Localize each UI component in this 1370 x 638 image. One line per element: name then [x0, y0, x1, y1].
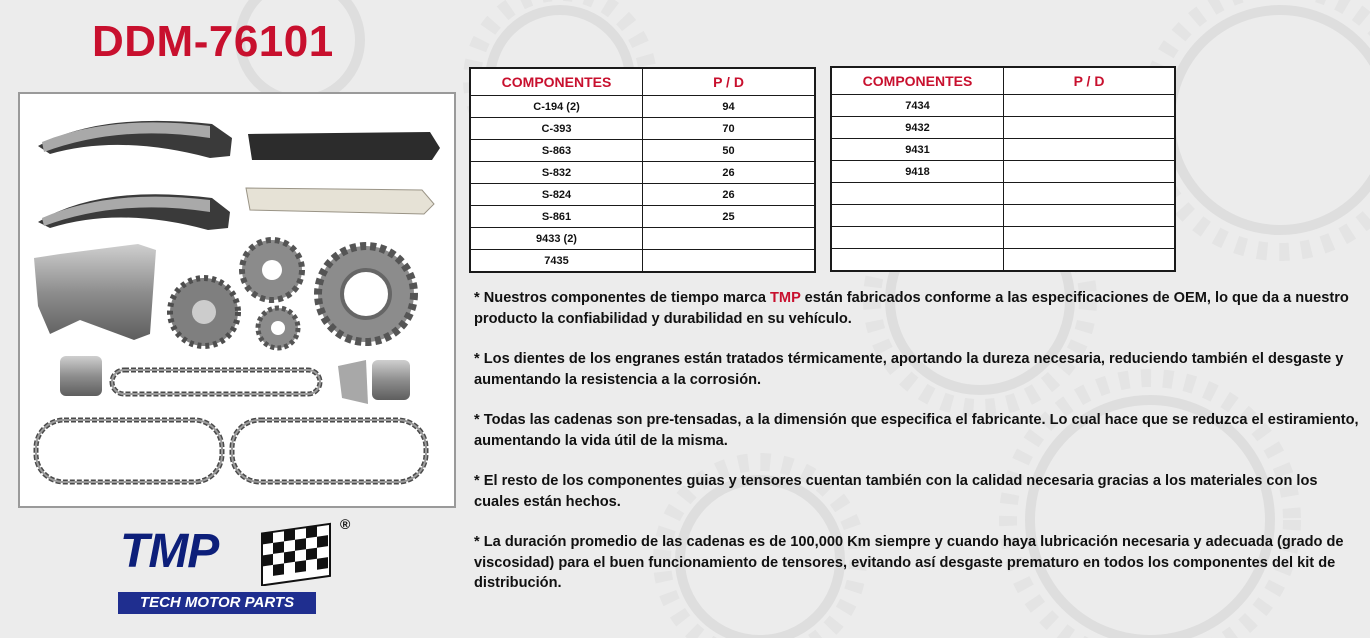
- cam-phaser: [170, 278, 238, 346]
- note-chains: * Todas las cadenas son pre-tensadas, a la dimensión que especifica el fabricante. Lo cual hace que se reduzca el estiramiento, aumentando la vida útil de la misma.: [474, 412, 1359, 449]
- component-cell: C-194 (2): [470, 96, 643, 118]
- note-oem: [474, 288, 1364, 329]
- table-row: [470, 228, 815, 250]
- component-cell: 9433 (2): [470, 228, 643, 250]
- column-header-pd: P / D: [1004, 67, 1176, 95]
- timing-chain-1: [112, 370, 320, 394]
- timing-chain-2: [36, 420, 222, 482]
- note-gears: * Los dientes de los engranes están tratados térmicamente, aportando la dureza necesaria, reduciendo también el desgaste y aumentando la resistencia a la corrosión.: [474, 351, 1344, 388]
- table-row: [470, 162, 815, 184]
- pd-cell: [1004, 227, 1176, 249]
- component-cell: C-393: [470, 118, 643, 140]
- hydraulic-tensioner-2: [372, 360, 410, 400]
- component-cell: 9418: [831, 161, 1004, 183]
- table-row: [831, 139, 1175, 161]
- pd-cell: 50: [643, 140, 816, 162]
- components-table-left: [469, 67, 816, 273]
- table-row: [470, 140, 815, 162]
- pd-cell: 26: [643, 184, 816, 206]
- component-cell: 9432: [831, 117, 1004, 139]
- pd-cell: 94: [643, 96, 816, 118]
- component-cell: 7435: [470, 250, 643, 273]
- pd-cell: [1004, 117, 1176, 139]
- component-cell: S-832: [470, 162, 643, 184]
- column-header-componentes: COMPONENTES: [831, 67, 1004, 95]
- component-cell: S-861: [470, 206, 643, 228]
- component-cell: 7434: [831, 95, 1004, 117]
- hydraulic-tensioner-1: [60, 356, 102, 396]
- component-cell: S-824: [470, 184, 643, 206]
- brand-name: TMP: [770, 290, 801, 306]
- product-code: DDM-76101: [92, 17, 334, 66]
- component-cell: [831, 249, 1004, 272]
- sprocket-large: [318, 246, 414, 342]
- sprocket-small-1: [242, 240, 302, 300]
- components-table-right: [830, 66, 1176, 272]
- table-row: [470, 250, 815, 273]
- component-cell: [831, 227, 1004, 249]
- table-row: [831, 161, 1175, 183]
- pd-cell: [1004, 205, 1176, 227]
- note-guides: * El resto de los componentes guias y tensores cuentan también con la calidad necesaria gracias a los materiales con los cuales están hechos.: [474, 473, 1318, 510]
- pd-cell: [643, 250, 816, 273]
- pd-cell: 26: [643, 162, 816, 184]
- table-row: [831, 205, 1175, 227]
- component-cell: 9431: [831, 139, 1004, 161]
- checkered-flag-icon: [258, 522, 334, 586]
- pd-cell: [1004, 249, 1176, 272]
- table-row: [470, 96, 815, 118]
- component-cell: [831, 183, 1004, 205]
- component-cell: [831, 205, 1004, 227]
- sprocket-small-2: [258, 308, 298, 348]
- table-row: [470, 184, 815, 206]
- pd-cell: [1004, 139, 1176, 161]
- pd-cell: [1004, 183, 1176, 205]
- tmp-logo: [118, 516, 368, 616]
- timing-chain-3: [232, 420, 426, 482]
- logo-tagline: TECH MOTOR PARTS: [118, 592, 316, 614]
- chain-guide-4: [246, 188, 434, 214]
- note-oem-suffix: están fabricados conforme a las especificaciones de OEM, lo que da a nuestro producto la confiabilidad y durabilidad en su vehículo.: [474, 290, 1349, 327]
- table-row: [831, 249, 1175, 272]
- pd-cell: 25: [643, 206, 816, 228]
- table-row: [470, 118, 815, 140]
- pd-cell: [1004, 161, 1176, 183]
- table-row: [831, 117, 1175, 139]
- note-oem-prefix: * Nuestros componentes de tiempo marca: [474, 290, 771, 306]
- tensioner-bracket: [34, 244, 156, 340]
- table-row: [831, 183, 1175, 205]
- logo-mark: TMP: [120, 525, 219, 578]
- pd-cell: [643, 228, 816, 250]
- table-row: [831, 95, 1175, 117]
- column-header-pd: P / D: [643, 68, 816, 96]
- product-notes: [474, 288, 1364, 614]
- component-cell: S-863: [470, 140, 643, 162]
- product-photo: [18, 92, 456, 508]
- pd-cell: 70: [643, 118, 816, 140]
- chain-guide-3: [248, 132, 440, 160]
- note-chain-life: * La duración promedio de las cadenas es de 100,000 Km siempre y cuando haya lubricación necesaria y adecuada (grado de viscosidad) para el buen funcionamiento de tensores, evitando así desgaste prematuro en todos los componentes del kit de distribución.: [474, 534, 1344, 591]
- registered-mark: ®: [340, 516, 351, 532]
- column-header-componentes: COMPONENTES: [470, 68, 643, 96]
- table-row: [831, 227, 1175, 249]
- table-row: [470, 206, 815, 228]
- pd-cell: [1004, 95, 1176, 117]
